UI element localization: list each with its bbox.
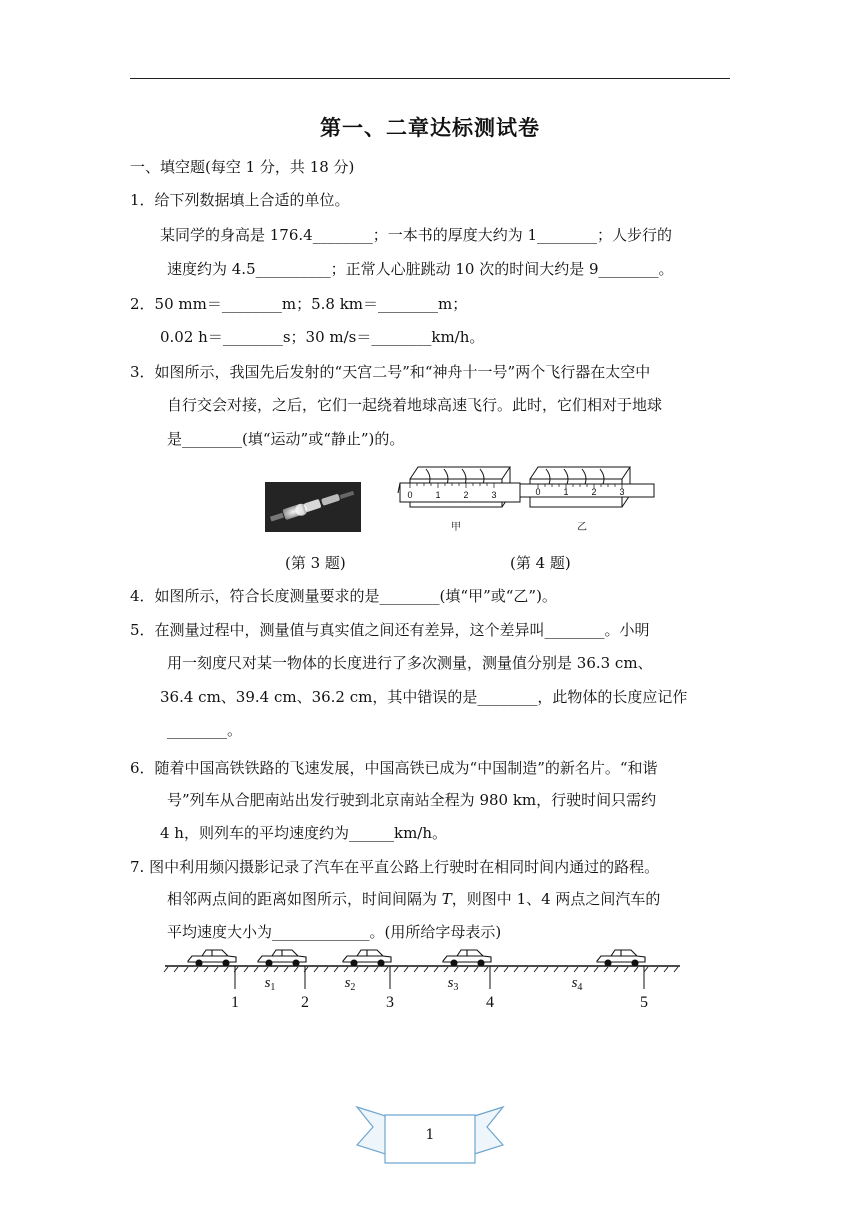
car-icon — [443, 950, 491, 966]
point-label-3: 3 — [386, 994, 394, 1011]
q3-line3: 是________(填“运动”或“静止”)的。 — [167, 430, 405, 448]
point-label-2: 2 — [301, 994, 309, 1011]
tick-label: 2 — [591, 487, 597, 497]
tick-label: 3 — [619, 487, 625, 497]
segment-label-s1: $s_1$ — [264, 975, 276, 993]
segment-label-s2: $s_2$ — [344, 975, 356, 993]
point-label-4: 4 — [486, 994, 494, 1011]
tick-label: 3 — [491, 490, 497, 500]
page-number: 1 — [425, 1127, 435, 1143]
tick-label: 2 — [463, 490, 469, 500]
q5-line4: ________。 — [167, 721, 243, 739]
q2-line1: 2．50 mm＝________m；5.8 km＝________m； — [130, 295, 468, 313]
car-icon — [258, 950, 306, 966]
q6-line1: 6．随着中国高铁铁路的飞速发展，中国高铁已成为“中国制造”的新名片。“和谐 — [130, 759, 658, 777]
q6-line2: 号”列车从合肥南站出发行驶到北京南站全程为 980 km，行驶时间只需约 — [167, 791, 657, 809]
page-title: 第一、二章达标测试卷 — [320, 116, 540, 140]
tick-label: 0 — [535, 487, 541, 497]
q3-line2: 自行交会对接，之后，它们一起绕着地球高速飞行。此时，它们相对于地球 — [167, 396, 663, 414]
fig3-caption: (第 3 题) — [285, 554, 346, 572]
road-figure — [160, 945, 685, 1015]
ruler-jia — [398, 467, 520, 507]
section-heading: 一、填空题(每空 1 分，共 18 分) — [130, 158, 355, 176]
q6-line3: 4 h，则列车的平均速度约为______km/h。 — [160, 824, 448, 842]
tick-label: 1 — [563, 487, 569, 497]
q1-line2: 速度约为 4.5__________；正常人心脏跳动 10 次的时间大约是 9________。 — [167, 260, 674, 278]
q7-line3: 平均速度大小为_____________。(用所给字母表示) — [167, 923, 502, 941]
q5-line1: 5．在测量过程中，测量值与真实值之间还有差异，这个差异叫________。小明 — [130, 621, 650, 639]
point-label-1: 1 — [231, 994, 239, 1011]
q7-line1: 7. 图中利用频闪摄影记录了汽车在平直公路上行驶时在相同时间内通过的路程。 — [130, 858, 660, 876]
q1-stem: 1．给下列数据填上合适的单位。 — [130, 191, 350, 209]
header-rule — [130, 78, 730, 79]
point-label-5: 5 — [640, 994, 648, 1011]
tick-label: 1 — [435, 490, 441, 500]
q7-line2: 相邻两点间的距离如图所示，时间间隔为 T，则图中 1、4 两点之间汽车的 — [167, 890, 661, 908]
q3-line1: 3．如图所示，我国先后发射的“天宫二号”和“神舟十一号”两个飞行器在太空中 — [130, 363, 651, 381]
car-icon — [597, 950, 645, 966]
ruler-figure — [396, 457, 656, 537]
segment-label-s4: $s_4$ — [571, 975, 583, 993]
label-jia: 甲 — [451, 522, 461, 533]
q1-line1: 某同学的身高是 176.4________；一本书的厚度大约为 1________；人步行的 — [160, 226, 673, 244]
q5-line3: 36.4 cm、39.4 cm、36.2 cm，其中错误的是________，此物体的长度应记作 — [160, 688, 688, 706]
tick-label: 0 — [407, 490, 413, 500]
q4-line1: 4．如图所示，符合长度测量要求的是________(填“甲”或“乙”)。 — [130, 587, 557, 605]
segment-label-s3: $s_3$ — [447, 975, 459, 993]
q2-line2: 0.02 h＝________s；30 m/s＝________km/h。 — [160, 328, 485, 346]
car-icon — [343, 950, 391, 966]
spacecraft-photo — [265, 482, 361, 532]
label-yi: 乙 — [577, 522, 587, 533]
car-icon — [188, 950, 236, 966]
fig4-caption: (第 4 题) — [510, 554, 571, 572]
q5-line2: 用一刻度尺对某一物体的长度进行了多次测量，测量值分别是 36.3 cm、 — [167, 654, 653, 672]
